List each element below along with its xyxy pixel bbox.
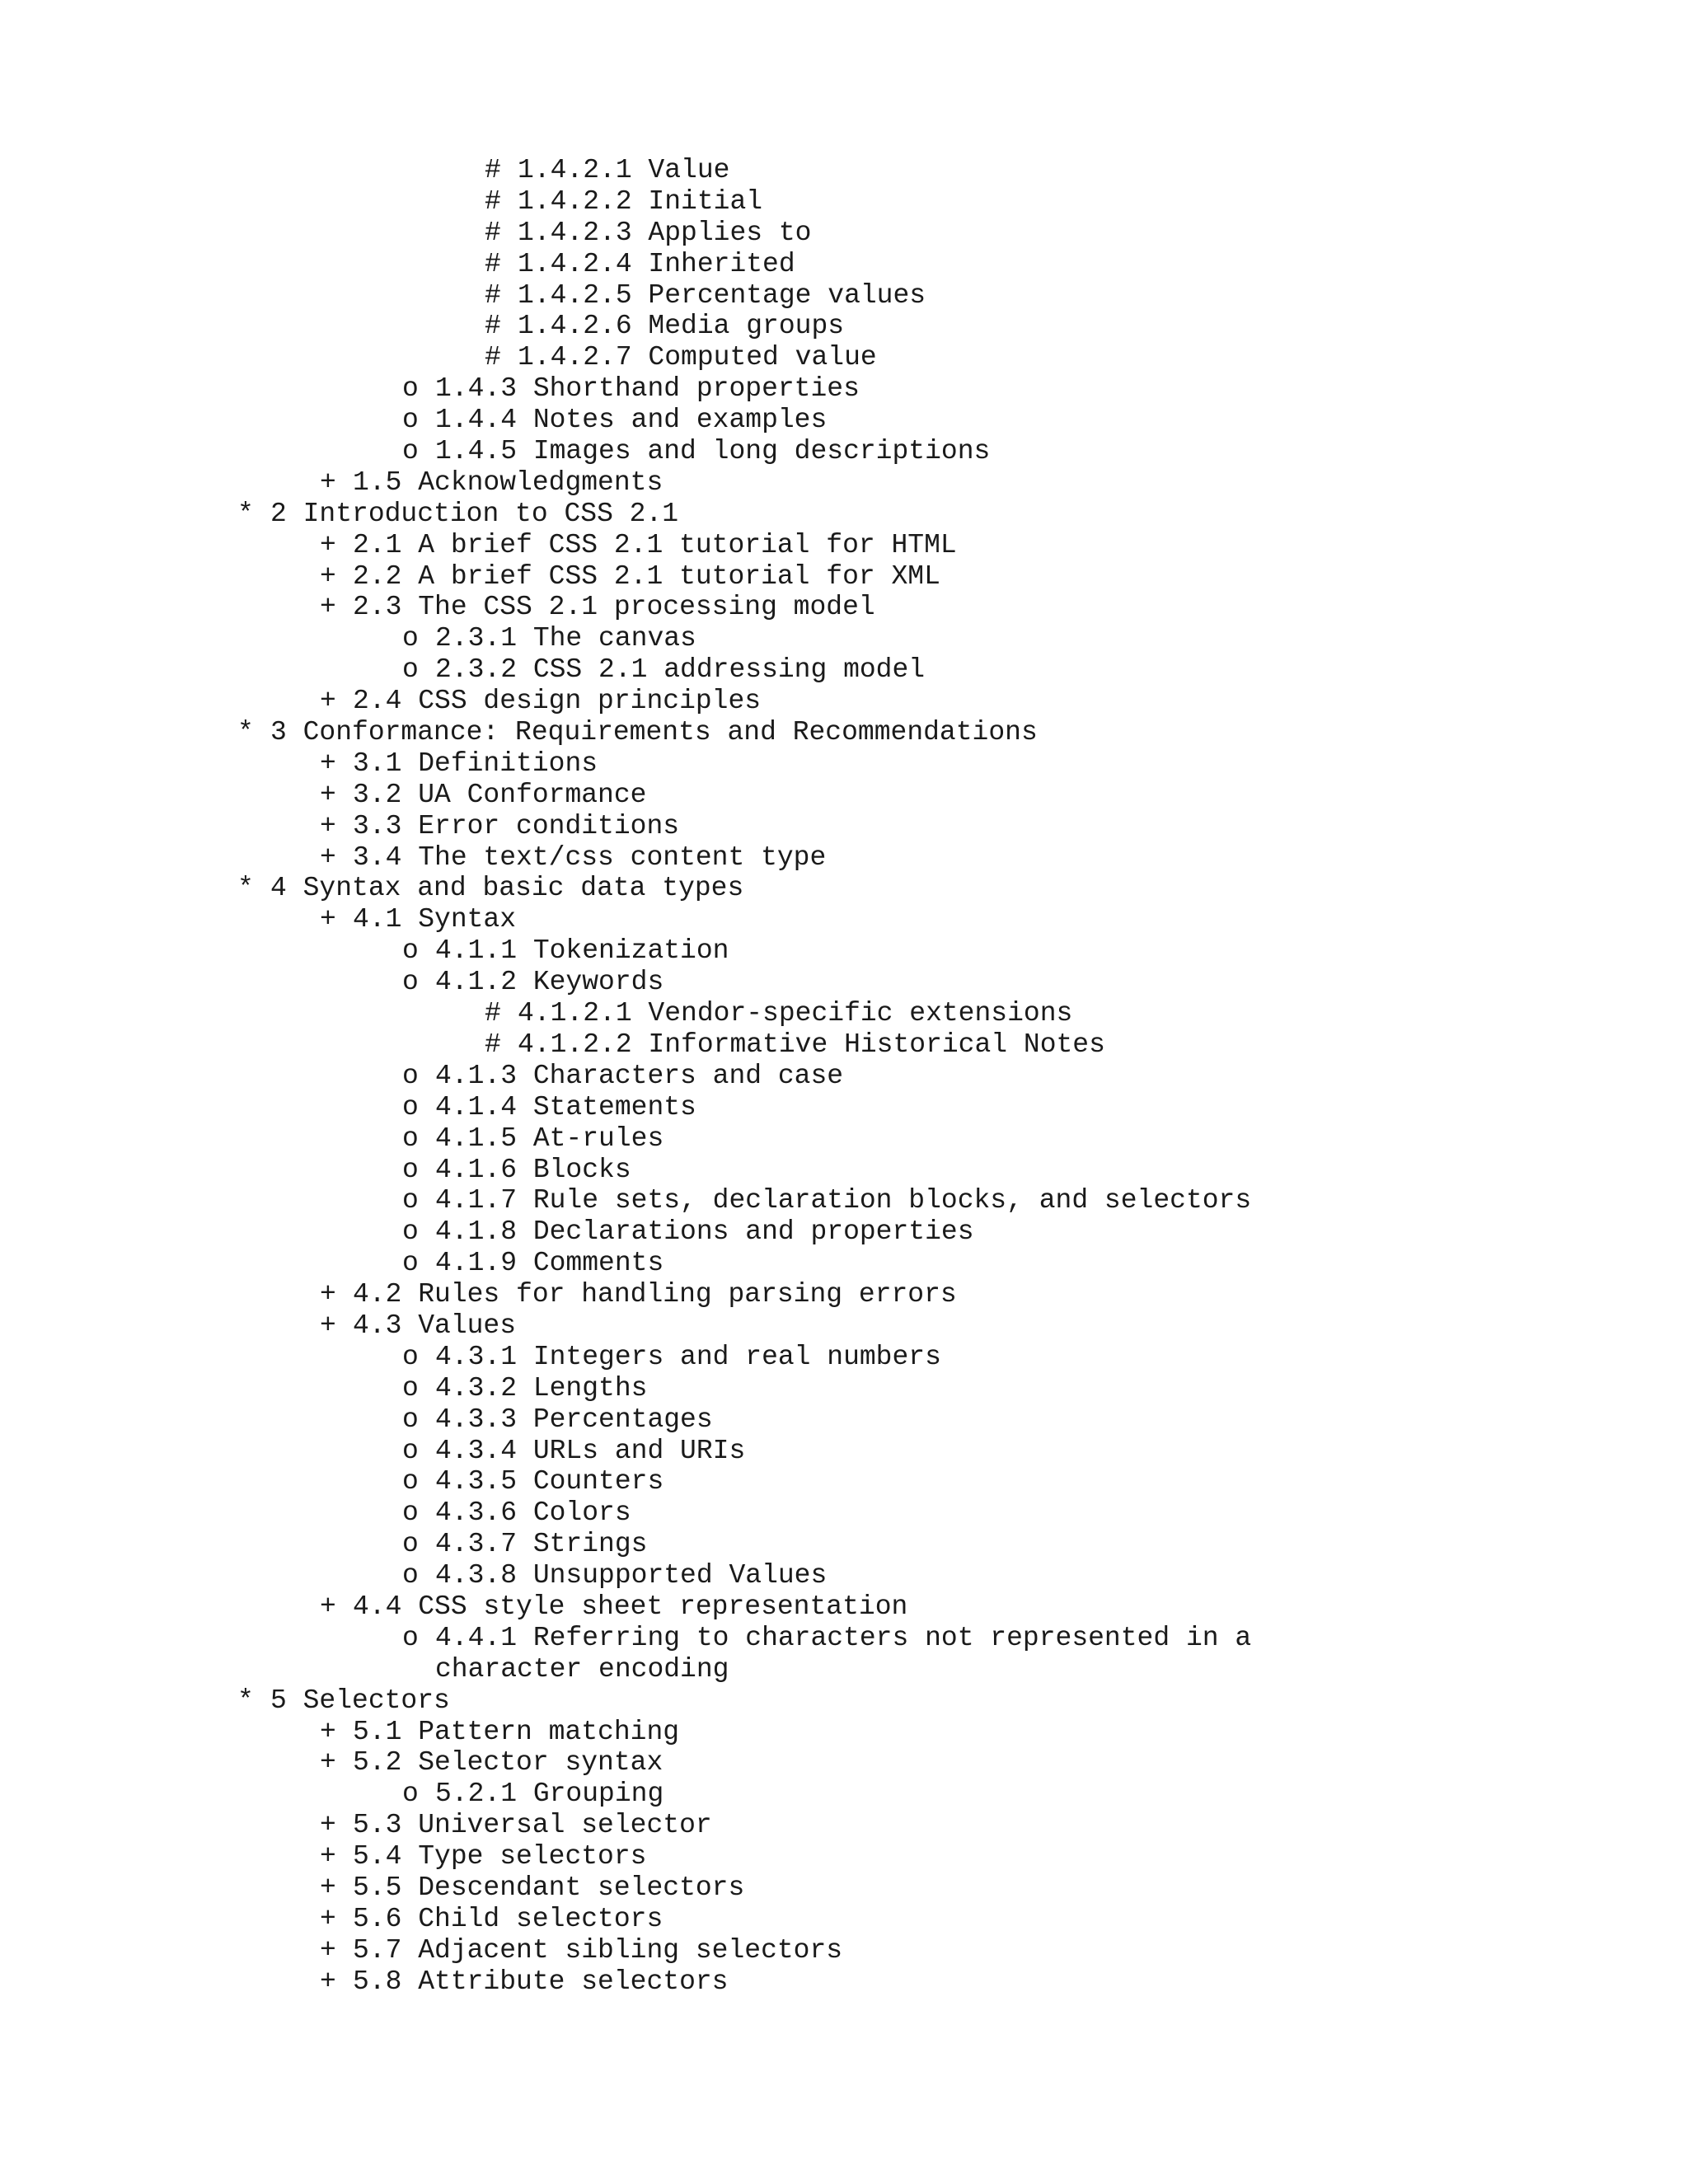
toc-entry-text: 4.3.3 Percentages xyxy=(435,1404,713,1435)
toc-bullet: o xyxy=(402,1435,419,1466)
toc-item xyxy=(0,686,1688,717)
toc-bullet: o xyxy=(402,1122,419,1154)
toc-item xyxy=(0,1279,1688,1310)
toc-bullet: + xyxy=(320,779,336,810)
toc-bullet: + xyxy=(320,560,336,592)
toc-entry-text: 5.7 Adjacent sibling selectors xyxy=(353,1934,843,1966)
toc-entry-text: 1.4.3 Shorthand properties xyxy=(435,373,860,405)
toc-bullet: o xyxy=(402,436,419,467)
toc-entry-text: 1.4.2.1 Value xyxy=(518,155,730,185)
toc-item xyxy=(0,1560,1688,1591)
toc-entry-text: 4.3 Values xyxy=(353,1310,517,1341)
toc-item xyxy=(0,561,1688,593)
toc-bullet: + xyxy=(320,592,336,623)
toc-entry-text: 2.1 A brief CSS 2.1 tutorial for HTML xyxy=(353,529,957,560)
toc-bullet: o xyxy=(402,373,419,405)
toc-item xyxy=(0,811,1688,842)
toc-entry-text: 4.1.2.1 Vendor-specific extensions xyxy=(518,998,1073,1029)
toc-bullet: + xyxy=(320,1810,336,1841)
toc-entry-text: 4.2 Rules for handling parsing errors xyxy=(353,1279,957,1310)
toc-item xyxy=(0,998,1688,1029)
toc-item xyxy=(0,842,1688,874)
toc-bullet: o xyxy=(402,1154,419,1185)
toc-entry-text: 4.1.8 Declarations and properties xyxy=(435,1216,974,1248)
toc-item xyxy=(0,1155,1688,1186)
toc-item xyxy=(0,373,1688,405)
toc-bullet: + xyxy=(320,1310,336,1341)
toc-item xyxy=(0,1092,1688,1123)
toc-entry-text: 4.1.9 Comments xyxy=(435,1248,664,1279)
toc-entry-text: 3.2 UA Conformance xyxy=(353,779,647,810)
toc-entry-text: 3.1 Definitions xyxy=(353,748,598,779)
toc-entry-text: 5 Selectors xyxy=(270,1685,450,1716)
toc-bullet: o xyxy=(402,1529,419,1560)
toc-item xyxy=(0,780,1688,811)
toc-item xyxy=(0,592,1688,623)
toc-entry-text: 2.3 The CSS 2.1 processing model xyxy=(353,592,875,623)
toc-bullet: # xyxy=(485,185,501,217)
toc-bullet: + xyxy=(320,1841,336,1872)
toc-entry-text: 4.1.5 At-rules xyxy=(435,1122,664,1154)
toc-item xyxy=(0,499,1688,530)
toc-entry-text: 5.1 Pattern matching xyxy=(353,1716,680,1747)
toc-bullet: + xyxy=(320,1279,336,1310)
toc-bullet: + xyxy=(320,1747,336,1779)
toc-item xyxy=(0,717,1688,748)
toc-entry-text: 5.2.1 Grouping xyxy=(435,1779,664,1810)
toc-bullet: o xyxy=(402,967,419,998)
toc-bullet: # xyxy=(485,248,501,279)
toc-bullet: o xyxy=(402,1404,419,1435)
toc-bullet: # xyxy=(485,1029,501,1060)
toc-bullet: o xyxy=(402,1622,419,1653)
toc-item xyxy=(0,1591,1688,1623)
toc-entry-text: 2.3.2 CSS 2.1 addressing model xyxy=(435,654,926,686)
toc-bullet: + xyxy=(320,841,336,873)
toc-entry-text: 4.3.4 URLs and URIs xyxy=(435,1435,746,1466)
toc-bullet: o xyxy=(402,1497,419,1529)
toc-entry-text: 1.4.2.3 Applies to xyxy=(518,217,812,248)
toc-item xyxy=(0,186,1688,218)
toc-entry-text: 2.2 A brief CSS 2.1 tutorial for XML xyxy=(353,560,940,592)
toc-bullet: o xyxy=(402,1185,419,1216)
toc-item xyxy=(0,1185,1688,1216)
toc-entry-text: 1.5 Acknowledgments xyxy=(353,466,663,498)
toc-bullet: * xyxy=(237,1685,254,1716)
toc-entry-text: 2 Introduction to CSS 2.1 xyxy=(270,498,679,529)
toc-entry-text: 5.2 Selector syntax xyxy=(353,1747,663,1779)
toc-entry-text: 1.4.2.4 Inherited xyxy=(518,248,795,279)
toc-bullet: o xyxy=(402,1091,419,1122)
toc-item xyxy=(0,1248,1688,1279)
toc-entry-text: 4.3.2 Lengths xyxy=(435,1372,648,1404)
toc-entry-text: 2.3.1 The canvas xyxy=(435,623,696,654)
toc-entry-text: 4.1.3 Characters and case xyxy=(435,1060,844,1091)
toc-item xyxy=(0,530,1688,561)
toc-item xyxy=(0,1685,1688,1717)
toc-bullet: + xyxy=(320,904,336,935)
toc-bullet: + xyxy=(320,1716,336,1747)
toc-item xyxy=(0,342,1688,373)
toc-item xyxy=(0,1216,1688,1248)
toc-bullet: + xyxy=(320,748,336,779)
toc-item xyxy=(0,436,1688,467)
toc-entry-text: 1.4.2.6 Media groups xyxy=(518,311,845,342)
toc-bullet: o xyxy=(402,935,419,967)
toc-entry-text: 4.4 CSS style sheet representation xyxy=(353,1591,908,1622)
toc-item xyxy=(0,1779,1688,1810)
toc-item xyxy=(0,1747,1688,1779)
toc-entry-text: 4.1.4 Statements xyxy=(435,1091,696,1122)
toc-bullet: o xyxy=(402,1341,419,1372)
toc-entry-text: 1.4.2.7 Computed value xyxy=(518,342,877,373)
toc-bullet: + xyxy=(320,529,336,560)
toc-entry-text: 1.4.4 Notes and examples xyxy=(435,405,828,436)
table-of-contents xyxy=(0,155,1688,1998)
toc-bullet: # xyxy=(485,279,501,311)
toc-bullet: + xyxy=(320,1591,336,1622)
toc-item xyxy=(0,280,1688,312)
toc-entry-text: 4.3.7 Strings xyxy=(435,1529,648,1560)
toc-item xyxy=(0,873,1688,904)
toc-entry-text: 4.1.2 Keywords xyxy=(435,967,664,998)
toc-item xyxy=(0,1404,1688,1436)
toc-entry-text: 1.4.2.5 Percentage values xyxy=(518,279,926,311)
toc-bullet: o xyxy=(402,1372,419,1404)
toc-item xyxy=(0,748,1688,780)
toc-entry-text: 5.5 Descendant selectors xyxy=(353,1872,745,1903)
toc-item xyxy=(0,1123,1688,1155)
toc-item xyxy=(0,1935,1688,1966)
toc-bullet: * xyxy=(237,717,254,748)
toc-item xyxy=(0,967,1688,998)
toc-entry-text: 4 Syntax and basic data types xyxy=(270,873,744,904)
toc-entry-text: 5.4 Type selectors xyxy=(353,1841,647,1872)
toc-entry-text: 3.4 The text/css content type xyxy=(353,841,827,873)
toc-entry-text: 4.3.6 Colors xyxy=(435,1497,631,1529)
toc-item xyxy=(0,467,1688,499)
toc-item xyxy=(0,1497,1688,1529)
toc-item xyxy=(0,904,1688,935)
toc-item xyxy=(0,1529,1688,1560)
toc-item xyxy=(0,623,1688,654)
toc-entry-text: 4.3.8 Unsupported Values xyxy=(435,1560,828,1591)
toc-item xyxy=(0,1029,1688,1061)
toc-item xyxy=(0,1904,1688,1935)
toc-entry-text: 1.4.5 Images and long descriptions xyxy=(435,436,991,467)
toc-item xyxy=(0,1061,1688,1092)
toc-bullet: # xyxy=(485,311,501,342)
toc-item xyxy=(0,1841,1688,1872)
toc-item xyxy=(0,1342,1688,1373)
toc-bullet: # xyxy=(485,155,501,185)
toc-bullet: + xyxy=(320,1934,336,1966)
toc-item xyxy=(0,218,1688,249)
toc-bullet: + xyxy=(320,466,336,498)
toc-entry-text: 4.1.6 Blocks xyxy=(435,1154,631,1185)
toc-entry-text: 4.1.7 Rule sets, declaration blocks, and selectors xyxy=(435,1185,1252,1216)
toc-entry-text: 4.1.1 Tokenization xyxy=(435,935,729,967)
toc-bullet: + xyxy=(320,686,336,717)
toc-bullet: * xyxy=(237,873,254,904)
toc-item xyxy=(0,935,1688,967)
toc-bullet: o xyxy=(402,1560,419,1591)
toc-item xyxy=(0,1654,1688,1685)
toc-bullet: # xyxy=(485,342,501,373)
toc-entry-text: 4.3.5 Counters xyxy=(435,1466,664,1497)
toc-entry-text: 4.3.1 Integers and real numbers xyxy=(435,1341,941,1372)
toc-item xyxy=(0,1373,1688,1404)
toc-item xyxy=(0,1717,1688,1748)
toc-bullet: + xyxy=(320,810,336,841)
toc-entry-text: 5.8 Attribute selectors xyxy=(353,1966,729,1997)
toc-entry-text: 1.4.2.2 Initial xyxy=(518,185,763,217)
toc-item xyxy=(0,311,1688,342)
toc-bullet: o xyxy=(402,1060,419,1091)
toc-item xyxy=(0,1872,1688,1904)
toc-bullet: o xyxy=(402,1466,419,1497)
toc-item xyxy=(0,1966,1688,1998)
toc-bullet: o xyxy=(402,1248,419,1279)
toc-item xyxy=(0,1310,1688,1342)
toc-entry-text: 5.6 Child selectors xyxy=(353,1903,663,1934)
toc-entry-text: 3.3 Error conditions xyxy=(353,810,680,841)
toc-entry-text: 5.3 Universal selector xyxy=(353,1810,712,1841)
toc-bullet: # xyxy=(485,217,501,248)
toc-bullet: o xyxy=(402,623,419,654)
toc-bullet: + xyxy=(320,1872,336,1903)
toc-item xyxy=(0,405,1688,436)
toc-bullet: * xyxy=(237,498,254,529)
toc-bullet: + xyxy=(320,1966,336,1997)
toc-item xyxy=(0,1623,1688,1654)
toc-bullet: o xyxy=(402,654,419,686)
toc-item xyxy=(0,1810,1688,1841)
toc-item xyxy=(0,1466,1688,1497)
toc-bullet: # xyxy=(485,998,501,1029)
toc-entry-text: 4.1.2.2 Informative Historical Notes xyxy=(518,1029,1105,1060)
toc-entry-text: 2.4 CSS design principles xyxy=(353,686,762,717)
toc-bullet: o xyxy=(402,405,419,436)
toc-entry-text: 3 Conformance: Requirements and Recommendations xyxy=(270,717,1038,748)
toc-bullet: o xyxy=(402,1216,419,1248)
toc-item xyxy=(0,1436,1688,1467)
toc-entry-text: 4.1 Syntax xyxy=(353,904,517,935)
toc-item xyxy=(0,249,1688,280)
toc-bullet: o xyxy=(402,1779,419,1810)
toc-item xyxy=(0,654,1688,686)
toc-entry-text: 4.4.1 Referring to characters not represented in a xyxy=(435,1622,1252,1653)
toc-entry-text: character encoding xyxy=(435,1653,729,1685)
toc-bullet: + xyxy=(320,1903,336,1934)
toc-item xyxy=(0,155,1688,186)
